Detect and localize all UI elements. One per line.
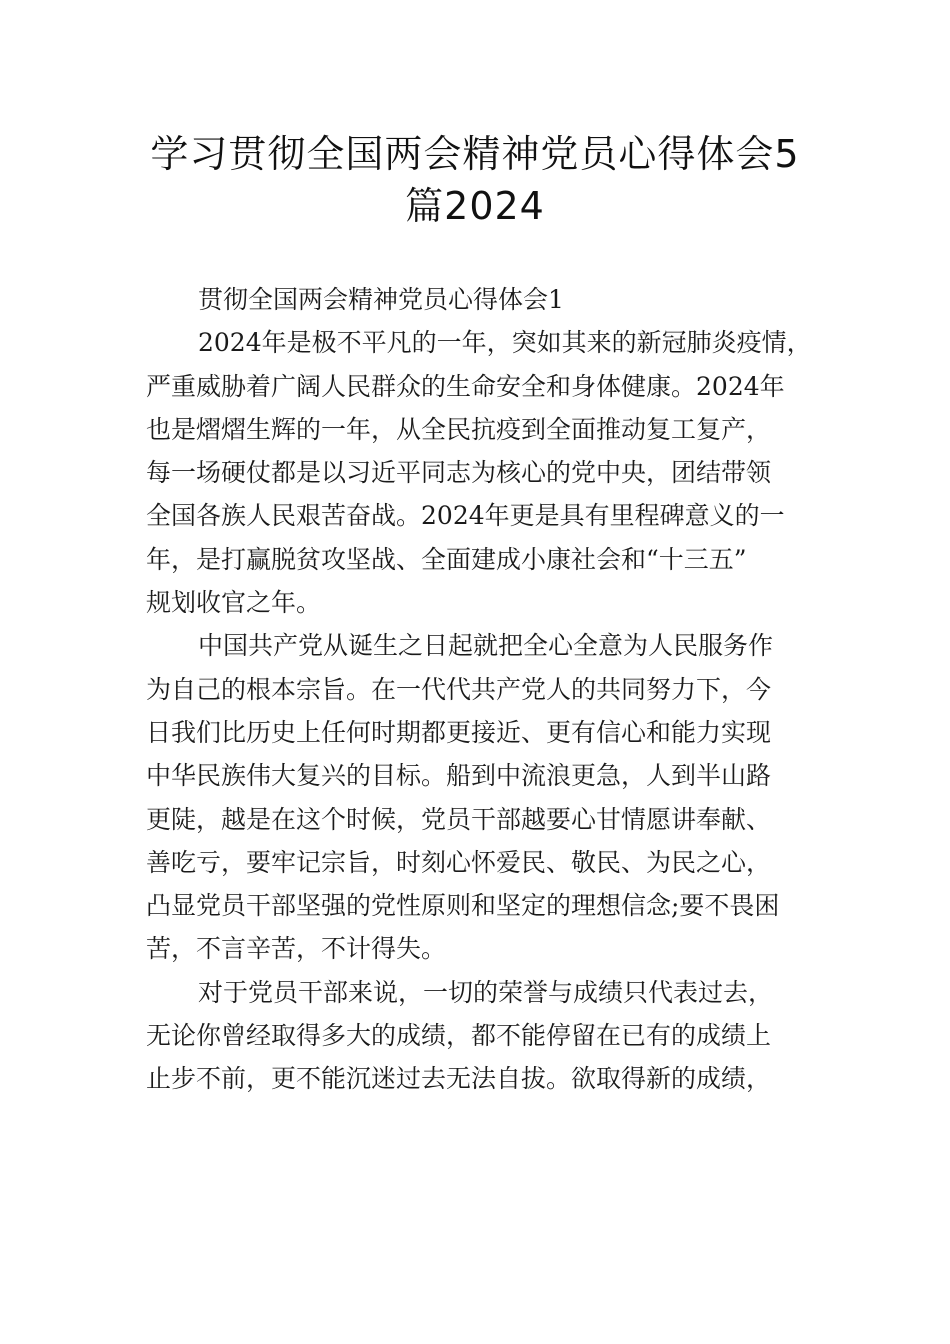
text-line: 2024年是极不平凡的一年，突如其来的新冠肺炎疫情， — [198, 328, 812, 358]
text-line: 凸显党员干部坚强的党性原则和坚定的理想信念;要不畏困 — [146, 891, 780, 921]
text-line: 中华民族伟大复兴的目标。船到中流浪更急，人到半山路 — [146, 761, 772, 791]
text-line: 规划收官之年。 — [146, 588, 322, 618]
text-line: 全国各族人民艰苦奋战。2024年更是具有里程碑意义的一 — [146, 501, 785, 531]
text-line: 年，是打赢脱贫攻坚战、全面建成小康社会和“十三五” — [146, 544, 747, 574]
document-body — [146, 278, 814, 1101]
text-line: 更陡，越是在这个时候，党员干部越要心甘情愿讲奉献、 — [146, 804, 772, 834]
document-title — [0, 128, 950, 232]
paragraph-3 — [146, 971, 814, 1101]
text-line: 也是熠熠生辉的一年，从全民抗疫到全面推动复工复产， — [146, 414, 772, 444]
text-line: 每一场硬仗都是以习近平同志为核心的党中央，团结带领 — [146, 458, 772, 488]
text-line: 无论你曾经取得多大的成绩，都不能停留在已有的成绩上 — [146, 1021, 772, 1051]
section-heading: 贯彻全国两会精神党员心得体会1 — [198, 285, 564, 314]
text-line: 苦，不言辛苦，不计得失。 — [146, 934, 447, 964]
title-line-2: 篇2024 — [405, 184, 545, 228]
text-line: 善吃亏，要牢记宗旨，时刻心怀爱民、敬民、为民之心， — [146, 847, 772, 877]
text-line: 对于党员干部来说，一切的荣誉与成绩只代表过去， — [198, 977, 774, 1007]
text-line: 为自己的根本宗旨。在一代代共产党人的共同努力下，今 — [146, 674, 772, 704]
title-line-1: 学习贯彻全国两会精神党员心得体会5 — [150, 132, 800, 176]
paragraph-1 — [146, 321, 814, 624]
text-line: 日我们比历史上任何时期都更接近、更有信心和能力实现 — [146, 717, 772, 747]
text-line: 严重威胁着广阔人民群众的生命安全和身体健康。2024年 — [146, 371, 785, 401]
text-line: 中国共产党从诞生之日起就把全心全意为人民服务作 — [198, 631, 774, 661]
paragraph-2 — [146, 624, 814, 970]
section-heading-paragraph — [146, 278, 814, 321]
text-line: 止步不前，更不能沉迷过去无法自拔。欲取得新的成绩， — [146, 1064, 772, 1094]
